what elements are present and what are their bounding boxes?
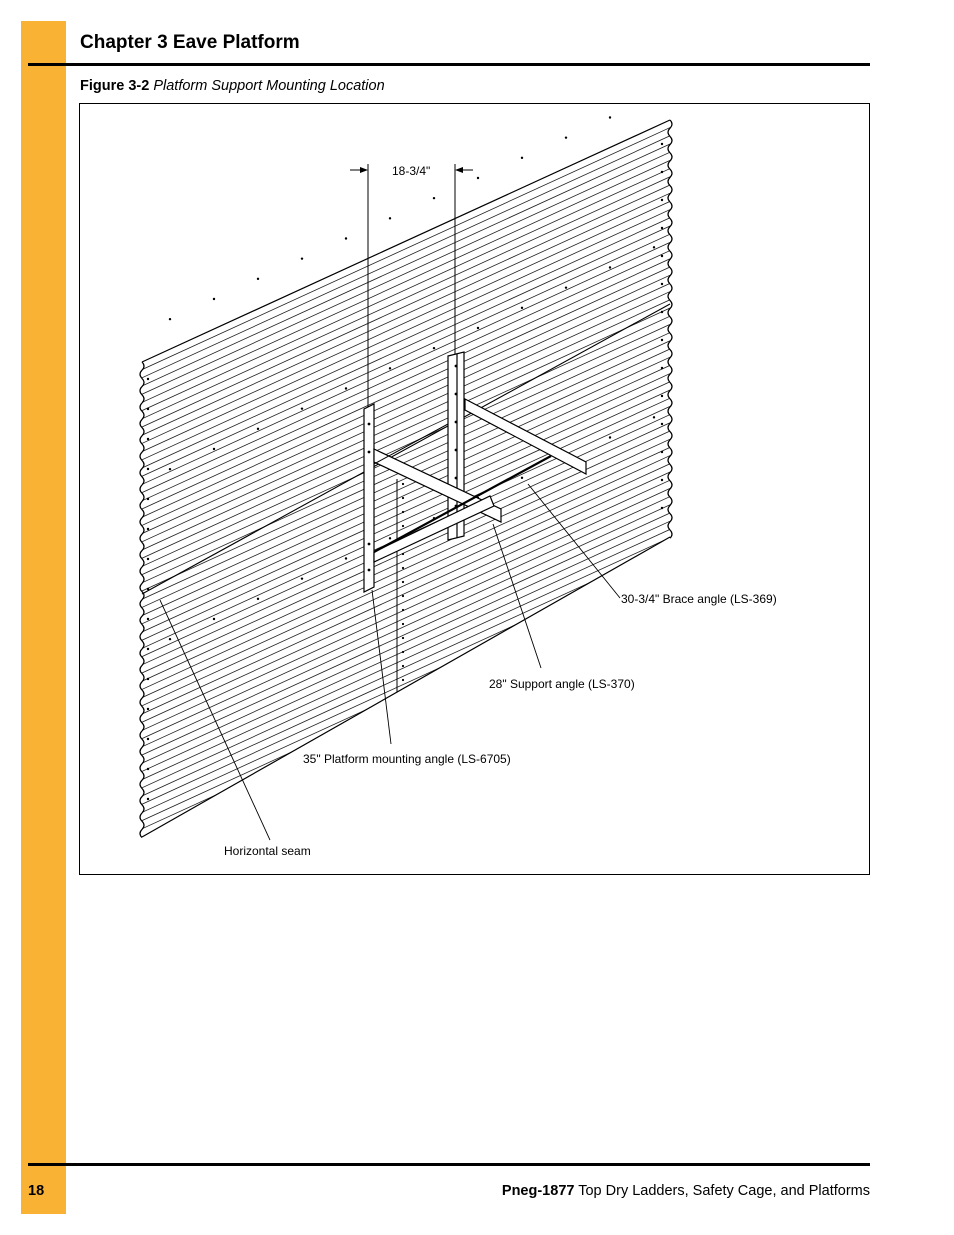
bolt-hole xyxy=(169,318,171,320)
bolt-hole xyxy=(147,618,149,620)
mounting-angle-label: 35" Platform mounting angle (LS-6705) xyxy=(303,752,511,766)
bolt-hole xyxy=(147,468,149,470)
bolt-hole xyxy=(402,483,404,485)
bolt-hole xyxy=(402,679,404,681)
bolt-hole xyxy=(661,367,663,369)
bolt-hole xyxy=(661,143,663,145)
bolt-hole xyxy=(257,598,259,600)
bolt-hole xyxy=(402,595,404,597)
bolt-hole xyxy=(661,479,663,481)
bolt-hole xyxy=(345,557,347,559)
bolt-hole xyxy=(147,528,149,530)
bolt-hole xyxy=(609,436,611,438)
bolt-hole xyxy=(521,307,523,309)
bolt-hole xyxy=(661,311,663,313)
bolt-hole xyxy=(147,678,149,680)
brace-angle-label: 30-3/4" Brace angle (LS-369) xyxy=(621,592,777,606)
bolt-hole xyxy=(213,448,215,450)
bolt-hole xyxy=(609,266,611,268)
bolt-hole xyxy=(521,157,523,159)
bolt-hole xyxy=(402,511,404,513)
bolt-hole xyxy=(345,237,347,239)
bolt-hole xyxy=(301,577,303,579)
footer-rule xyxy=(28,1163,870,1166)
figure-caption xyxy=(80,78,385,94)
bolt-hole xyxy=(661,171,663,173)
bolt-hole xyxy=(389,367,391,369)
bolt-hole xyxy=(609,116,611,118)
bolt-hole xyxy=(402,609,404,611)
bolt-hole xyxy=(147,768,149,770)
support-angle-label: 28" Support angle (LS-370) xyxy=(489,677,635,691)
bolt-hole xyxy=(402,497,404,499)
bolt-hole xyxy=(147,588,149,590)
bolt-hole xyxy=(402,651,404,653)
bolt-hole xyxy=(402,567,404,569)
bolt-hole xyxy=(402,665,404,667)
bolt-hole xyxy=(257,428,259,430)
bolt-hole xyxy=(169,468,171,470)
page-number: 18 xyxy=(28,1183,45,1199)
figure-frame xyxy=(79,103,870,875)
bolt-hole xyxy=(389,217,391,219)
bolt-hole xyxy=(477,327,479,329)
bolt-hole xyxy=(389,537,391,539)
bolt-hole xyxy=(402,637,404,639)
figure-number: Figure 3-2 xyxy=(80,78,150,94)
accent-side-bar xyxy=(21,21,66,1214)
document-title: Top Dry Ladders, Safety Cage, and Platforms xyxy=(578,1183,870,1199)
bolt-hole xyxy=(147,558,149,560)
chapter-title: Chapter 3 Eave Platform xyxy=(80,32,300,53)
bolt-hole xyxy=(213,298,215,300)
bolt-hole xyxy=(169,638,171,640)
bolt-hole xyxy=(147,648,149,650)
bolt-hole xyxy=(661,339,663,341)
dimension-label: 18-3/4" xyxy=(392,164,431,178)
bolt-hole xyxy=(147,498,149,500)
bolt-hole xyxy=(301,407,303,409)
bolt-hole xyxy=(433,347,435,349)
bolt-hole xyxy=(661,283,663,285)
bolt-hole xyxy=(661,395,663,397)
bolt-hole xyxy=(402,623,404,625)
bolt-hole xyxy=(402,581,404,583)
bolt-hole xyxy=(661,507,663,509)
bolt-hole xyxy=(147,798,149,800)
bolt-hole xyxy=(433,197,435,199)
bolt-hole xyxy=(301,257,303,259)
bolt-hole xyxy=(661,255,663,257)
document-id: Pneg-1877 xyxy=(501,1183,575,1199)
bolt-hole xyxy=(565,286,567,288)
bolt-hole xyxy=(661,227,663,229)
footer-document-title xyxy=(502,1183,870,1199)
bolt-hole xyxy=(661,451,663,453)
bolt-hole xyxy=(477,177,479,179)
bolt-hole xyxy=(257,278,259,280)
header-rule xyxy=(28,63,870,66)
bolt-hole xyxy=(402,525,404,527)
bolt-hole xyxy=(213,618,215,620)
bolt-hole xyxy=(521,477,523,479)
bolt-hole xyxy=(661,423,663,425)
bolt-hole xyxy=(653,246,655,248)
bolt-hole xyxy=(147,438,149,440)
bolt-hole xyxy=(402,553,404,555)
bolt-hole xyxy=(147,708,149,710)
bolt-hole xyxy=(345,387,347,389)
bolt-hole xyxy=(565,136,567,138)
bolt-hole xyxy=(661,199,663,201)
horizontal-seam-label: Horizontal seam xyxy=(224,844,311,858)
bolt-hole xyxy=(653,416,655,418)
figure-title: Platform Support Mounting Location xyxy=(153,78,385,94)
bolt-hole xyxy=(147,378,149,380)
bolt-hole xyxy=(147,738,149,740)
bolt-hole xyxy=(147,408,149,410)
